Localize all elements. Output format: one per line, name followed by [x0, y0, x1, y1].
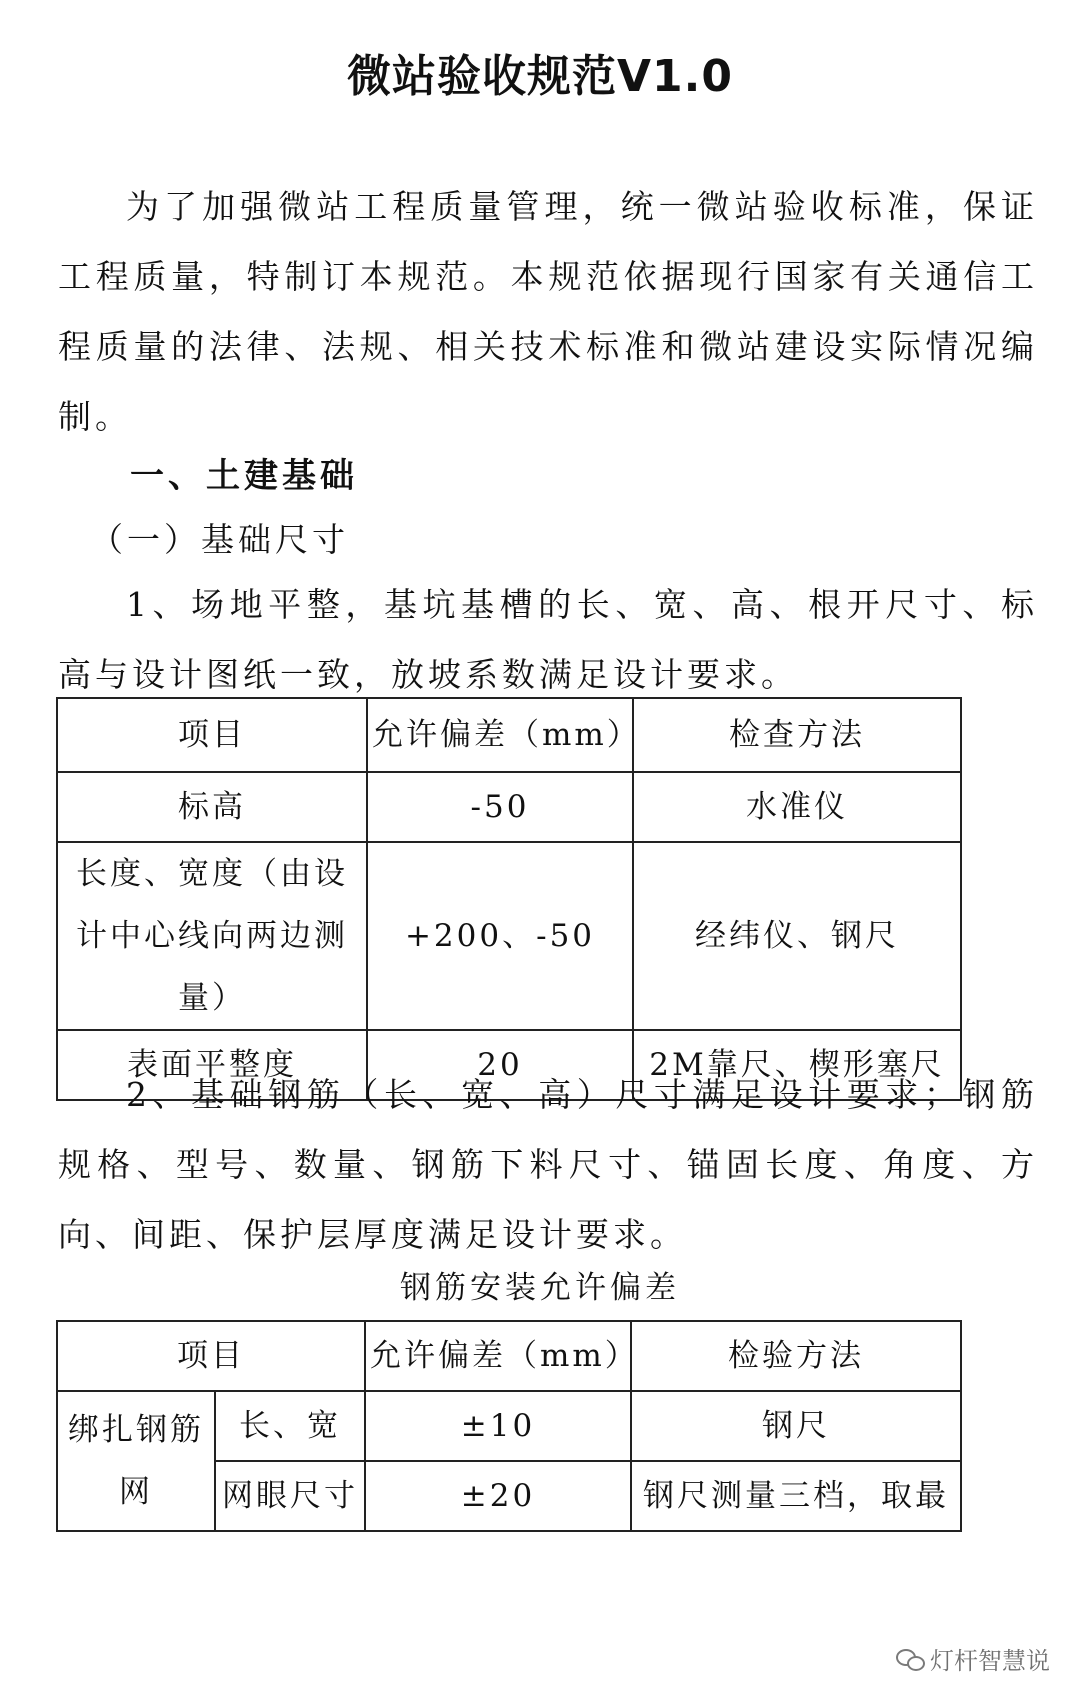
header-cell: 检验方法: [631, 1321, 961, 1391]
header-cell: 项目: [57, 1321, 365, 1391]
table-header-row: [57, 698, 961, 772]
table-cell: 水准仪: [633, 772, 961, 842]
table-row: [57, 772, 961, 842]
item-1-paragraph: 1、场地平整，基坑基槽的长、宽、高、根开尺寸、标高与设计图纸一致，放坡系数满足设计要求。: [58, 585, 1038, 694]
subsection-heading: （一）基础尺寸: [90, 520, 349, 559]
table-row: [57, 1391, 961, 1461]
header-cell: 项目: [57, 698, 367, 772]
table-header-row: [57, 1321, 961, 1391]
rebar-tolerance-table: [56, 1320, 962, 1532]
table-cell: 标高: [57, 772, 367, 842]
header-cell: 允许偏差（mm）: [365, 1321, 631, 1391]
table-cell: 长度、宽度（由设计中心线向两边测量）: [57, 842, 367, 1030]
header-cell: 允许偏差（mm）: [367, 698, 633, 772]
table-cell: -50: [367, 772, 633, 842]
item-2-paragraph: 2、基础钢筋（长、宽、高）尺寸满足设计要求；钢筋规格、型号、数量、钢筋下料尺寸、锚固长度、角度、方向、间距、保护层厚度满足设计要求。: [58, 1075, 1038, 1254]
table-cell: ±10: [365, 1391, 631, 1461]
table-cell: +200、-50: [367, 842, 633, 1030]
table-cell: 钢尺测量三档，取最: [631, 1461, 961, 1531]
header-cell: 检查方法: [633, 698, 961, 772]
table-cell: 长、宽: [215, 1391, 365, 1461]
watermark: [896, 1641, 1050, 1676]
table-cell: 网眼尺寸: [215, 1461, 365, 1531]
table-cell: 经纬仪、钢尺: [633, 842, 961, 1030]
group-cell: 绑扎钢筋网: [57, 1391, 215, 1531]
document-title: 微站验收规范V1.0: [347, 51, 733, 102]
table-caption: 钢筋安装允许偏差: [400, 1270, 680, 1306]
table-cell: 2M靠尺、楔形塞尺: [633, 1030, 961, 1100]
table-cell: ±20: [365, 1461, 631, 1531]
table-cell: 钢尺: [631, 1391, 961, 1461]
table-row: [57, 842, 961, 1030]
foundation-tolerance-table: [56, 697, 962, 1101]
section-heading: 一、土建基础: [130, 456, 358, 496]
table-cell: 20: [367, 1030, 633, 1100]
watermark-text: 灯杆智慧说: [930, 1647, 1050, 1675]
intro-paragraph: 为了加强微站工程质量管理，统一微站验收标准，保证工程质量，特制订本规范。本规范依据现行国家有关通信工程质量的法律、法规、相关技术标准和微站建设实际情况编制。: [58, 187, 1038, 436]
table-cell: 表面平整度: [57, 1030, 367, 1100]
wechat-icon: [896, 1648, 924, 1670]
